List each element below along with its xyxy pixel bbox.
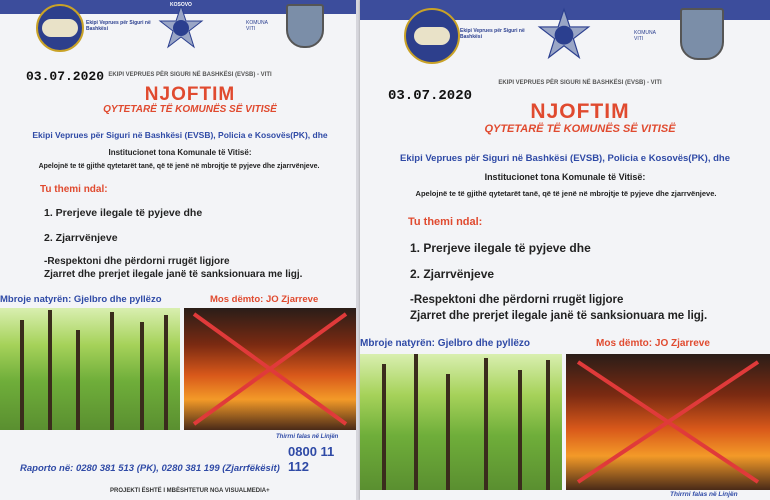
logo-right-text: KOMUNA VITI: [246, 20, 268, 32]
stop-heading: Tu themi ndal:: [40, 184, 108, 195]
appeal-text: Apelojnë te të gjithë qytetarët tanë, që të jenë në mbrojtje të pyjeve dhe zjarrvënjeve.: [415, 189, 717, 198]
cross-mark-icon: [184, 308, 356, 430]
org-name: EKIPI VEPRUES PËR SIGURI NË BASHKËSI (EVSB) - VITI: [108, 72, 272, 78]
free-call-label: Thirrni falas në Linjën: [276, 434, 339, 440]
logo-left-text: Ekipi Veprues për Siguri në Bashkësi: [460, 28, 525, 40]
protect-label: Mbroje natyrën: Gjelbro dhe pyllëzo: [360, 338, 531, 349]
fire-photo: [184, 308, 356, 430]
respect-line-2: Zjarret dhe prerjet ilegale janë të sanksionuara me ligj.: [44, 269, 303, 280]
respect-line-1: -Respektoni dhe përdorni rrugët ligjore: [44, 256, 230, 267]
intro-line-2: Institucionet tona Komunale të Vitisë:: [108, 148, 252, 157]
date: 03.07.2020: [26, 69, 105, 84]
free-call-label: Thirrni falas në Linjën: [670, 491, 738, 498]
logo-left-text: Ekipi Veprues për Siguri në Bashkësi: [86, 20, 151, 32]
cross-mark-icon: [566, 354, 770, 490]
logo-right-text: KOMUNA VITI: [634, 30, 656, 42]
item-2: 2. Zjarrvënjeve: [44, 232, 118, 244]
forest-photo: [0, 308, 180, 430]
org-name: EKIPI VEPRUES PËR SIGURI NË BASHKËSI (EVSB) - VITI: [498, 80, 662, 86]
viti-coat-of-arms: [680, 8, 724, 60]
respect-line-1: -Respektoni dhe përdorni rrugët ligjore: [410, 294, 624, 306]
harm-label: Mos dëmto: JO Zjarreve: [210, 294, 319, 305]
fire-photo: [566, 354, 770, 490]
police-star-logo: [156, 4, 206, 50]
footer-note: PROJEKTI ËSHTË I MBËSHTETUR NGA VISUALMEDIA+: [110, 488, 270, 494]
appeal-text: Apelojnë te të gjithë qytetarët tanë, që të jenë në mbrojtje të pyjeve dhe zjarrvënjeve.: [38, 163, 320, 170]
intro-line-1: Ekipi Veprues për Siguri në Bashkësi (EVSB), Policia e Kosovës(PK), dhe: [32, 130, 328, 140]
item-1: 1. Prerjeve ilegale të pyjeve dhe: [44, 207, 203, 219]
poster-left: [0, 0, 356, 500]
title: NJOFTIM: [530, 100, 630, 123]
report-line: Raporto në: 0280 381 513 (PK), 0280 381 199 (Zjarrfëkësit): [20, 463, 280, 474]
protect-label: Mbroje natyrën: Gjelbro dhe pyllëzo: [0, 294, 162, 305]
viti-coat-of-arms: [286, 4, 324, 48]
poster-right: [360, 0, 770, 500]
stop-heading: Tu themi ndal:: [408, 216, 483, 228]
item-2: 2. Zjarrvënjeve: [410, 267, 495, 281]
intro-line-1: Ekipi Veprues për Siguri në Bashkësi (EVSB), Policia e Kosovës(PK), dhe: [400, 153, 730, 164]
forest-photo: [360, 354, 562, 490]
respect-line-2: Zjarret dhe prerjet ilegale janë të sanksionuara me ligj.: [410, 310, 708, 322]
harm-label: Mos dëmto: JO Zjarreve: [596, 338, 710, 349]
police-star-logo: [536, 6, 592, 62]
title: NJOFTIM: [144, 84, 236, 105]
intro-line-2: Institucionet tona Komunale të Vitisë:: [484, 172, 646, 182]
logo-center-top: KOSOVO: [170, 2, 192, 8]
item-1: 1. Prerjeve ilegale të pyjeve dhe: [410, 241, 591, 255]
hotline-number: 0800 11 112: [288, 444, 335, 474]
date: 03.07.2020: [388, 88, 473, 104]
subtitle: QYTETARË TË KOMUNËS SË VITISË: [103, 104, 277, 115]
evsb-logo: [36, 4, 84, 52]
subtitle: QYTETARË TË KOMUNËS SË VITISË: [484, 123, 676, 135]
evsb-logo: [404, 8, 460, 64]
